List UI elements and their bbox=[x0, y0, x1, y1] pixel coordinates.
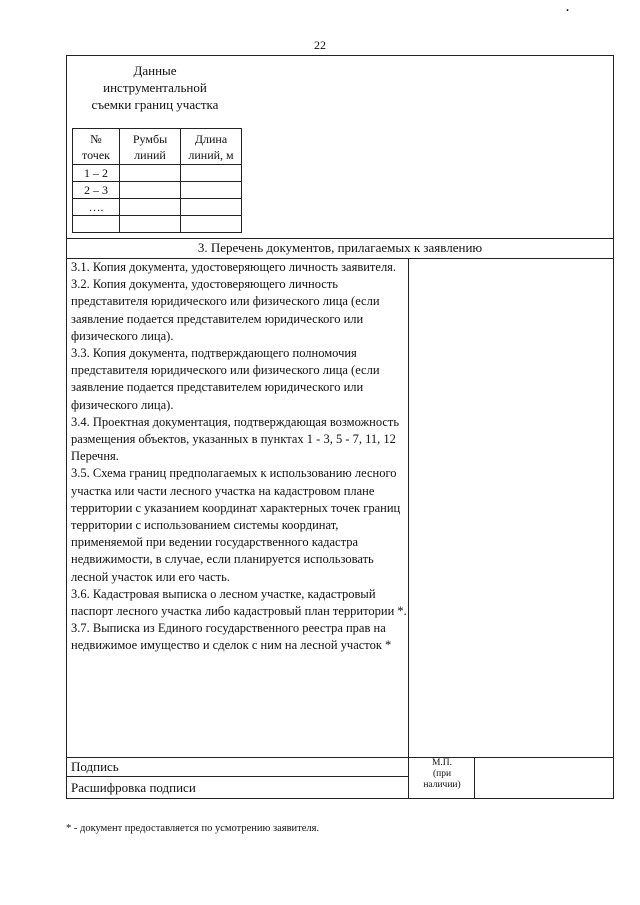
documents-list bbox=[71, 259, 407, 655]
table-cell: 1 – 2 bbox=[73, 165, 120, 182]
list-item: 3.4. Проектная документация, подтверждающая возможность размещения объектов, указанных в пунктах 1 - 3, 5 - 7, 11, 12 Перечня. bbox=[71, 414, 400, 464]
survey-title-line: инструментальной bbox=[103, 80, 207, 95]
list-item: 3.3. Копия документа, подтверждающего полномочия представителя юридического или физического лица (если заявление подается представителем юридического или физического лица). bbox=[71, 346, 380, 412]
list-item: 3.2. Копия документа, удостоверяющего личность представителя юридического или физического лица (если заявление подается представителем юридического или физического лица). bbox=[71, 277, 380, 343]
table-row bbox=[73, 182, 242, 199]
signature-divider bbox=[67, 757, 613, 758]
table-cell bbox=[181, 216, 242, 233]
table-cell bbox=[181, 199, 242, 216]
list-item: 3.6. Кадастровая выписка о лесном участке, кадастровый паспорт лесного участка либо кадастровый план территории *. bbox=[71, 586, 407, 619]
list-item: 3.7. Выписка из Единого государственного реестра прав на недвижимое имущество и сделок с ним на лесной участок * bbox=[71, 621, 392, 653]
table-row bbox=[73, 199, 242, 216]
stamp-place-label: М.П. (при наличии) bbox=[423, 758, 461, 790]
list-item: 3.5. Схема границ предполагаемых к использованию лесного участка или части лесного участка на кадастровом плане территории с указанием координат характерных точек границ территории с использованием системы координат, применяемой при ведении государственного кадастра недвижимости, в случае, если планируется использовать лесной участок или его часть. bbox=[71, 466, 401, 584]
table-cell bbox=[120, 199, 181, 216]
column-divider bbox=[408, 258, 409, 799]
page-number: 22 bbox=[314, 38, 326, 52]
header-cell-bearing: Румбы линий bbox=[120, 129, 181, 165]
table-cell: 2 – 3 bbox=[73, 182, 120, 199]
header-cell-length: Длина линий, м bbox=[181, 129, 242, 165]
table-cell: …. bbox=[73, 199, 120, 216]
table-row bbox=[73, 216, 242, 233]
signature-row-divider bbox=[67, 776, 408, 777]
header-cell-point-number: № точек bbox=[73, 129, 120, 165]
application-form-table bbox=[66, 55, 614, 799]
survey-title-line: Данные bbox=[133, 63, 177, 78]
table-cell bbox=[181, 182, 242, 199]
list-item: 3.1. Копия документа, удостоверяющего личность заявителя. bbox=[71, 260, 397, 274]
table-cell bbox=[120, 165, 181, 182]
scan-mark: . bbox=[566, 0, 569, 14]
survey-title-line: съемки границ участка bbox=[91, 97, 219, 112]
table-cell bbox=[73, 216, 120, 233]
table-row bbox=[73, 165, 242, 182]
survey-coordinates-table bbox=[72, 128, 242, 233]
footnote: * - документ предоставляется по усмотрению заявителя. bbox=[66, 823, 320, 834]
survey-title bbox=[67, 62, 243, 113]
table-cell bbox=[120, 182, 181, 199]
signature-decoding-label: Расшифровка подписи bbox=[71, 780, 196, 795]
table-cell bbox=[120, 216, 181, 233]
signature-label: Подпись bbox=[71, 759, 119, 774]
section-3-title: 3. Перечень документов, прилагаемых к заявлению bbox=[197, 240, 483, 255]
stamp-column-divider bbox=[474, 757, 475, 799]
table-cell bbox=[181, 165, 242, 182]
table-header-row bbox=[73, 129, 242, 165]
